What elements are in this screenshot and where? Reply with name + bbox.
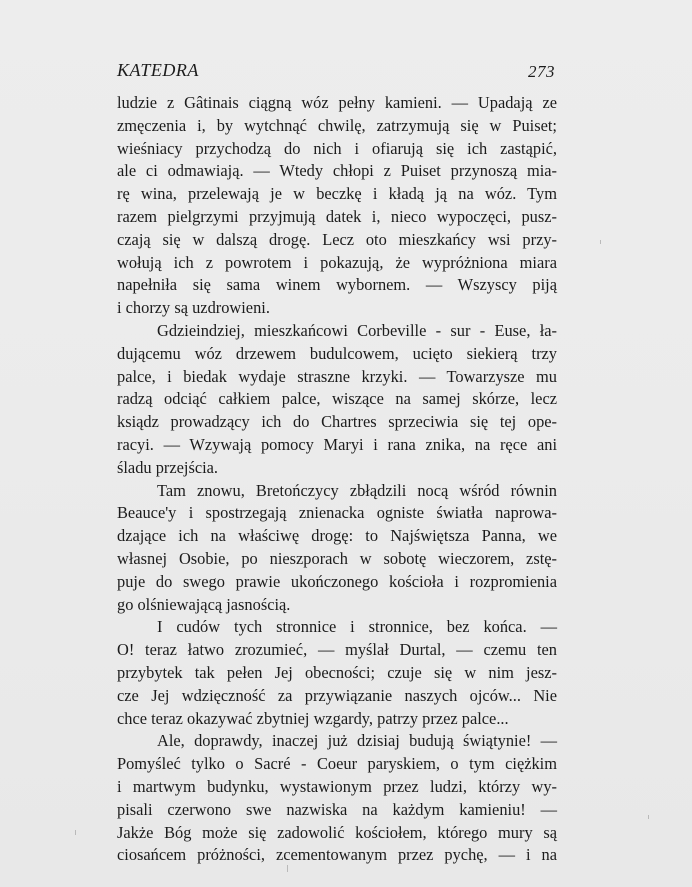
scan-speck bbox=[75, 830, 76, 835]
text-line: puje do swego prawie ukończonego kościoła i rozpromienia bbox=[117, 571, 557, 591]
text-line: Beauce'y i spostrzegają znienacka ogniste światła naprowa- bbox=[117, 503, 557, 523]
text-line: śladu przejścia. bbox=[117, 457, 219, 477]
text-line: wołują ich z powrotem i pokazują, że wypróżniona miara bbox=[117, 252, 557, 272]
book-page bbox=[117, 58, 557, 867]
text-line: ludzie z Gâtinais ciągną wóz pełny kamieni. — Upadają ze bbox=[117, 93, 557, 112]
text-line: zmęczenia i, by wytchnąć chwilę, zatrzymują się w Puiset; bbox=[117, 115, 557, 135]
text-line: napełniła się sama winem wybornem. — Wszyscy piją bbox=[117, 275, 557, 295]
text-line: ale ci odmawiają. — Wtedy chłopi z Puiset przynoszą mia- bbox=[117, 161, 557, 181]
running-head bbox=[117, 58, 557, 86]
text-line: cze Jej wdzięczność za przywiązanie naszych ojców... Nie bbox=[117, 685, 557, 705]
text-line: czają się w dalszą drogę. Lecz oto mieszkańcy wsi przy- bbox=[117, 229, 557, 249]
running-title: KATEDRA bbox=[117, 60, 199, 80]
text-line: i chorzy są uzdrowieni. bbox=[117, 298, 270, 318]
body-text bbox=[117, 92, 557, 867]
text-line: chce teraz okazywać zbytniej wzgardy, patrzy przez palce... bbox=[117, 708, 509, 728]
text-line: ciosańcem próżności, zcementowanym przez pychę, — i na bbox=[117, 845, 557, 865]
text-line: palce, i biedak wydaje straszne krzyki. — Towarzysze mu bbox=[117, 366, 557, 386]
text-line: dującemu wóz drzewem budulcowem, ucięto siekierą trzy bbox=[117, 343, 557, 363]
text-line: własnej Osobie, po nieszporach w sobotę wieczorem, zstę- bbox=[117, 548, 557, 568]
text-line: ksiądz prowadzący ich do Chartres sprzeciwia się tej ope- bbox=[117, 412, 557, 432]
text-line: racyi. — Wzywają pomocy Maryi i rana znika, na ręce ani bbox=[117, 434, 557, 454]
text-line: Pomyśleć tylko o Sacré - Coeur paryskiem, o tym ciężkim bbox=[117, 754, 557, 774]
scan-speck bbox=[600, 240, 601, 244]
text-line: wieśniacy przychodzą do nich i ofiarują się ich zastąpić, bbox=[117, 138, 557, 158]
text-line: O! teraz łatwo zrozumieć, — myślał Durtal, — czemu ten bbox=[117, 640, 557, 660]
text-line: Jakże Bóg może się zadowolić kościołem, którego mury są bbox=[117, 822, 557, 842]
text-line: dzające ich na właściwę drogę: to Najświętsza Panna, we bbox=[117, 526, 557, 546]
text-line: rę wina, przelewają je w beczkę i kładą ją na wóz. Tym bbox=[117, 184, 557, 204]
text-line: Ale, doprawdy, inaczej już dzisiaj budują świątynie! — bbox=[157, 731, 557, 751]
text-line: go olśniewającą jasnością. bbox=[117, 594, 291, 614]
text-line: I cudów tych stronnice i stronnice, bez końca. — bbox=[157, 617, 557, 637]
text-line: przybytek tak pełen Jej obecności; czuje się w nim jesz- bbox=[117, 662, 557, 682]
text-line: i martwym budynku, wystawionym przez ludzi, którzy wy- bbox=[117, 776, 557, 796]
text-line: Tam znowu, Bretończycy zbłądzili nocą wśród równin bbox=[157, 480, 557, 500]
scan-speck bbox=[287, 865, 288, 872]
text-line: Gdzieindziej, mieszkańcowi Corbeville - sur - Euse, ła- bbox=[157, 320, 557, 340]
page-number: 273 bbox=[528, 62, 555, 81]
text-line: razem pielgrzymi przyjmują datek i, nieco wypoczęci, pusz- bbox=[117, 206, 557, 226]
text-line: radzą odciąć całkiem palce, wiszące na samej skórze, lecz bbox=[117, 389, 557, 409]
scan-speck bbox=[648, 815, 649, 819]
text-line: pisali czerwono swe nazwiska na każdym kamieniu! — bbox=[117, 799, 557, 819]
